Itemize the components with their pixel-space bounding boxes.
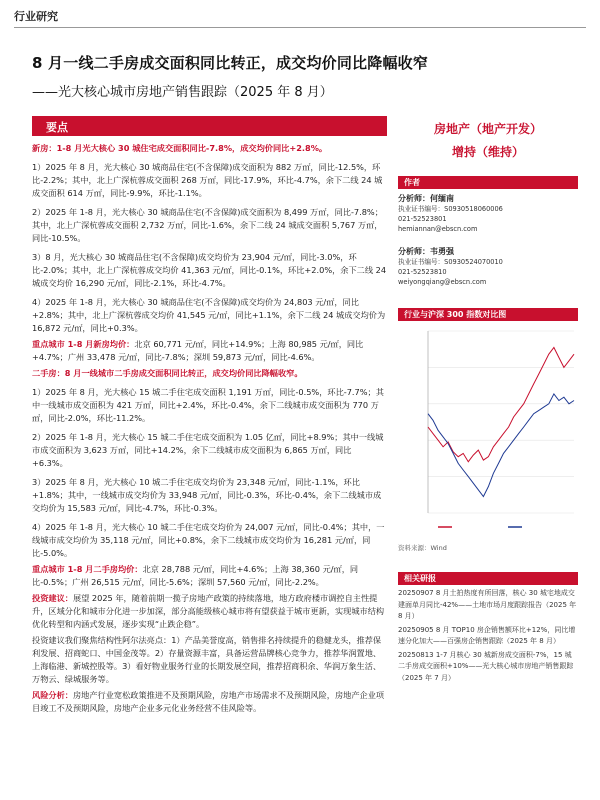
- keypoints-label: 要点: [46, 121, 68, 134]
- second-hand-heading: 二手房：8 月一线城市二手房成交面积同比转正，成交均价同比降幅收窄。: [32, 368, 303, 378]
- author-header: 作者: [398, 176, 578, 189]
- risk-analysis: [32, 689, 387, 715]
- new-house-para-4: 4）2025 年 1-8 月，光大核心 30 城商品住宅(不含保障)成交均价为 24,803 元/㎡，同比+2.8%；其中，北上广深杭蓉成交均价 41,545 元/㎡，同比+1.1%，余下二线 24 城成交均价为 16,872 元/㎡，同比+0.3%。: [32, 297, 386, 333]
- new-house-heading: 新房：1-8 月光大核心 30 城住宅成交面积同比-7.8%，成交均价同比+2.8%。: [32, 143, 328, 153]
- second-hand-para-2: 2）2025 年 1-8 月，光大核心 15 城二手住宅成交面积为 1.05 亿㎡，同比+8.9%；其中一线城市成交面积为 3,623 万㎡，同比+14.2%，余下二线城市成交面积为 6,865 万㎡，同比+6.3%。: [32, 432, 384, 468]
- analyst-1-email: hemiannan@ebscn.com: [398, 225, 478, 233]
- report-category: 行业研究: [14, 10, 58, 23]
- analyst-2: [398, 246, 578, 287]
- sidebar: [398, 118, 578, 287]
- main-body: [32, 142, 387, 721]
- investment-picks: 投资建议我们聚焦结构性阿尔法亮点：1）产品美誉度高，销售排名持续提升的稳健龙头，推荐保利发展、招商蛇口、中国金茂等。2）存量资源丰富，具备运营品牌核心竞争力，推荐华润置地、上海临港、新城控股等。3）看好物业服务行业的长期发展空间，推荐招商积余、华润万象生活、万物云、绿城服务等。: [32, 635, 382, 684]
- chart-source: 资料来源：Wind: [398, 544, 447, 552]
- analyst-1-cert: 执业证书编号：S0930518060006: [398, 205, 503, 213]
- related-report-3[interactable]: 20250813 1-7 月核心 30 城新房成交面积-7%，15 城二手房成交面积+10%——光大核心城市房地产销售跟踪（2025 年 7 月）: [398, 650, 574, 682]
- rating-action: 增持（维持）: [451, 145, 524, 159]
- second-hand-key-label: 重点城市 1-8 月二手房均价：: [32, 564, 143, 574]
- risk-label: 风险分析：: [32, 690, 73, 700]
- report-title: 8 月一线二手房成交面积同比转正，成交均价同比降幅收窄: [32, 54, 429, 72]
- chart-header: 行业与沪深 300 指数对比图: [398, 308, 578, 321]
- analyst-1-phone: 021-52523801: [398, 215, 447, 223]
- new-house-para-1: 1）2025 年 8 月，光大核心 30 城商品住宅(不含保障)成交面积为 882 万㎡，同比-12.5%，环比-2.2%；其中，北上广深杭蓉成交面积 268 万㎡，同比-17.9%，环比-4.7%，余下二线 24 城成交面积 614 万㎡，同比-9.9%，环比-1.1%。: [32, 162, 383, 198]
- analyst-2-name: 分析师：韦勇强: [398, 247, 454, 256]
- second-hand-para-1: 1）2025 年 8 月，光大核心 15 城二手住宅成交面积 1,191 万㎡，同比-0.5%，环比-7.7%；其中一线城市成交面积为 421 万㎡，同比+2.4%，环比-0.4%，余下二线城市成交面积为 770 万㎡，同比-2.0%，环比-11.2%。: [32, 387, 384, 423]
- second-hand-para-4: 4）2025 年 1-8 月，光大核心 10 城二手住宅成交均价为 24,007 元/㎡，同比-0.4%；其中，一线城市成交均价为 35,118 元/㎡，同比+0.8%，余下二线城市成交均价为 16,281 元/㎡，同比-5.0%。: [32, 522, 385, 558]
- second-hand-key-text: 北京 28,788 元/㎡，同比+4.6%；上海 38,360 元/㎡，同比-0.5%；广州 26,515 元/㎡，同比-5.6%；深圳 57,560 元/㎡，同比-2.2%。: [32, 564, 359, 587]
- risk-text: 房地产行业宽松政策推进不及预期风险，房地产市场需求不及预期风险，房地产企业项目竣工不及预期风险，房地产企业多元化业务经营不佳风险等。: [32, 690, 385, 713]
- second-hand-key-cities: [32, 563, 387, 589]
- investment-label: 投资建议：: [32, 593, 73, 603]
- industry-rating: 房地产（地产开发）: [433, 122, 542, 136]
- header-divider: [14, 27, 586, 28]
- report-subtitle: ——光大核心城市房地产销售跟踪（2025 年 8 月）: [32, 85, 333, 100]
- new-house-para-2: 2）2025 年 1-8 月，光大核心 30 城商品住宅(不含保障)成交面积为 8,499 万㎡，同比-7.8%；其中，北上广深杭蓉成交面积 2,732 万㎡，同比-1.6%，余下二线 24 城成交面积 5,767 万㎡，同比-10.5%。: [32, 207, 383, 243]
- chart-series-line-1: [428, 348, 574, 462]
- analyst-2-phone: 021-52523810: [398, 268, 447, 276]
- investment-text: 展望 2025 年，随着前期一揽子房地产政策的持续落地，地方政府楼市调控自主性提升，区域分化和城市分化进一步加深，部分高能级核心城市将有望获益于城市更新，实现城市结构优化转型和内涵式发展，逐步实现“止跌企稳”。: [32, 593, 385, 629]
- investment-advice: [32, 592, 387, 631]
- second-hand-para-3: 3）2025 年 8 月，光大核心 10 城二手住宅成交均价为 23,348 元/㎡，同比-1.1%，环比+1.8%；其中，一线城市成交均价为 33,948 元/㎡，同比-0.3%，环比-0.4%，余下二线城市成交均价为 15,583 元/㎡，同比-4.7%，环比-0.3%。: [32, 477, 382, 513]
- analyst-1: [398, 193, 578, 234]
- related-header: 相关研报: [398, 572, 578, 585]
- related-report-1[interactable]: 20250907 8 月土拍热度有所回落，核心 30 城宅地成交建面单月同比-42%——土地市场月度跟踪报告（2025 年 8 月）: [398, 589, 577, 620]
- analyst-2-cert: 执业证书编号：S0930524070010: [398, 258, 503, 266]
- new-house-key-label: 重点城市 1-8 月新房均价：: [32, 339, 135, 349]
- related-reports: [398, 572, 578, 686]
- new-house-key-text: 北京 60,771 元/㎡，同比+14.9%；上海 80,985 元/㎡，同比+4.7%；广州 33,478 元/㎡，同比-7.8%；深圳 59,873 元/㎡，同比-4.6%。: [32, 339, 364, 362]
- analyst-2-email: weiyongqiang@ebscn.com: [398, 278, 487, 286]
- keypoints-header: [32, 116, 387, 136]
- analyst-1-name: 分析师：何缅南: [398, 194, 454, 203]
- industry-vs-index-chart: [398, 323, 578, 545]
- new-house-para-3: 3）8 月，光大核心 30 城商品住宅(不含保障)成交均价为 23,904 元/㎡，同比-3.0%，环比-2.0%；其中，北上广深杭蓉成交均价 41,363 元/㎡，同比-0.1%，环比+2.0%，余下二线 24 城成交均价 16,290 元/㎡，同比-2.1%，环比-4.7%。: [32, 252, 387, 288]
- related-list: [398, 588, 578, 684]
- new-house-key-cities: [32, 338, 387, 364]
- related-report-2[interactable]: 20250905 8 月 TOP10 房企销售额环比+12%，同比增速分化加大——百强房企销售跟踪（2025 年 8 月）: [398, 625, 576, 645]
- chart-block: [398, 308, 578, 558]
